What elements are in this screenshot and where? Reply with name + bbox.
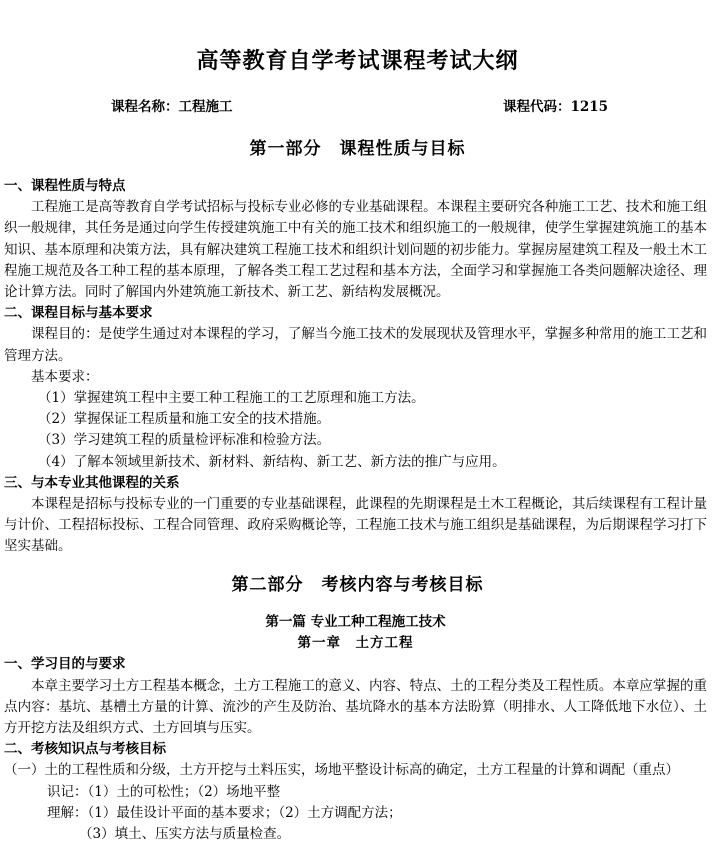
list-item: （1）掌握建筑工程中主要工种工程施工的工艺原理和施工方法。 bbox=[38, 390, 425, 407]
section-heading: 二、考核知识点与考核目标 bbox=[4, 741, 166, 758]
understand-line: 理解：（1）最佳设计平面的基本要求；（2）土方调配方法； bbox=[47, 804, 402, 821]
course-code: 课程代码：1215 bbox=[503, 99, 609, 115]
part2-body bbox=[4, 612, 707, 845]
part2-heading: 第二部分 考核内容与考核目标 bbox=[231, 575, 484, 595]
understand-line-cont: （3）填土、压实方法与质量检查。 bbox=[79, 826, 291, 843]
paragraph: 本章主要学习土方工程基本概念，土方工程施工的意义、内容、特点、土的工程分类及工程性质。本章应掌握的重点内容：基坑、基槽土方量的计算、流沙的产生及防治、基坑降水的基本方法盼算（明排水、人工降低地下水位）、土方开挖方法及组织方式、土方回填与压实。 bbox=[4, 677, 707, 737]
chapter-title: 第一章 土方工程 bbox=[297, 635, 414, 652]
paragraph: 本课程是招标与投标专业的一门重要的专业基础课程，此课程的先期课程是土木工程概论，其后续课程有工程计量与计价、工程招标投标、工程合同管理、政府采购概论等，工程施工技术与施工组织是基础课程，为后期课程学习打下坚实基础。 bbox=[4, 496, 707, 555]
section-heading: 二、课程目标与基本要求 bbox=[4, 305, 153, 322]
section-heading: 一、课程性质与特点 bbox=[4, 178, 126, 194]
part1-heading: 第一部分 课程性质与目标 bbox=[249, 139, 466, 159]
book-title: 第一篇 专业工种工程施工技术 bbox=[265, 614, 446, 630]
list-item: （3）学习建筑工程的质量检评标准和检验方法。 bbox=[38, 432, 331, 449]
part1-body bbox=[4, 176, 707, 558]
section-heading: 一、学习目的与要求 bbox=[4, 656, 126, 673]
recall-line: 识记：（1）土的可松性；（2）场地平整 bbox=[47, 783, 281, 800]
knowledge-point: （一）土的工程性质和分级，土方开挖与土料压实，场地平整设计标高的确定，土方工程量的计算和调配（重点） bbox=[4, 762, 679, 779]
requirements-label: 基本要求： bbox=[31, 368, 99, 385]
section-heading: 三、与本专业其他课程的关系 bbox=[4, 474, 180, 491]
paragraph: 工程施工是高等教育自学考试招标与投标专业必修的专业基础课程。本课程主要研究各种施工工艺、技术和施工组织一般规律，其任务是通过向学生传授建筑施工中有关的施工技术和组织施工的一般规律，使学生掌握建筑施工的基本知识、基本原理和决策方法，具有解决建筑工程施工技术和组织计划问题的初步能力。掌握房屋建筑工程及一般土木工程施工规范及各工种工程的基本原理，了解各类工程工艺过程和基本方法，全面学习和掌握施工各类问题解决途径、理论计算方法。同时了解国内外建筑施工新技术、新工艺、新结构发展概况。 bbox=[4, 199, 707, 301]
list-item: （4）了解本领域里新技术、新材料、新结构、新工艺、新方法的推广与应用。 bbox=[38, 453, 506, 470]
course-name: 课程名称：工程施工 bbox=[111, 99, 233, 115]
paragraph: 课程目的：是使学生通过对本课程的学习，了解当今施工技术的发展现状及管理水平，掌握多种常用的施工工艺和管理方法。 bbox=[4, 326, 707, 364]
document-title: 高等教育自学考试课程考试大纲 bbox=[196, 48, 519, 74]
list-item: （2）掌握保证工程质量和施工安全的技术措施。 bbox=[38, 411, 331, 428]
